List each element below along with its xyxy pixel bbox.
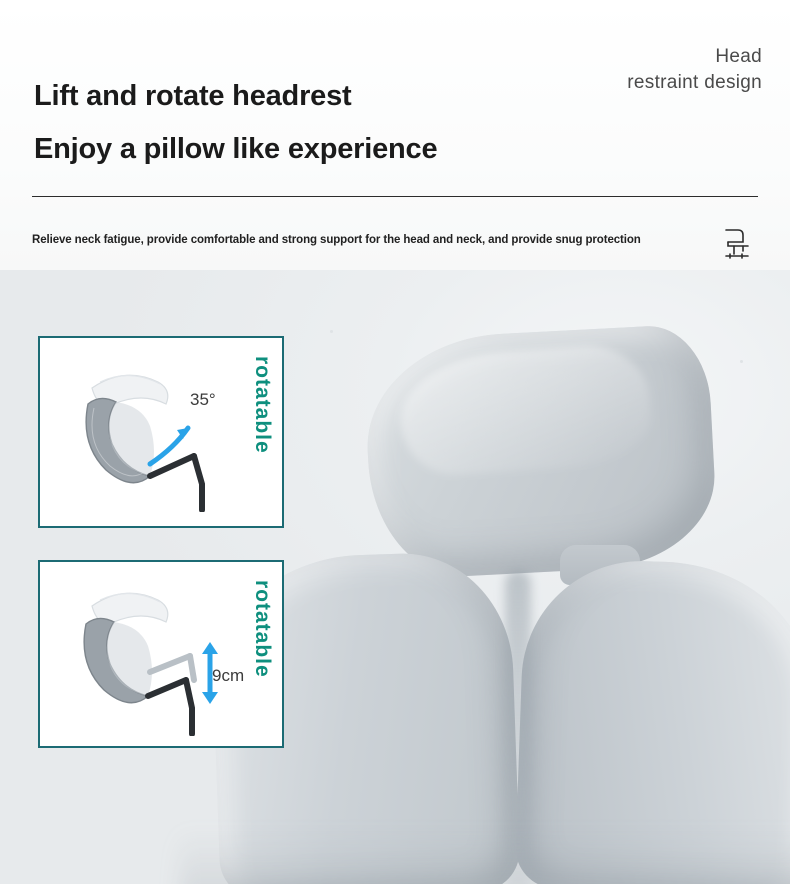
rotation-angle-value: 35° [190, 390, 216, 409]
photo-speckle [330, 330, 333, 333]
title-line-2: Enjoy a pillow like experience [34, 133, 438, 165]
divider [32, 196, 758, 197]
rotation-diagram [54, 352, 224, 512]
subtitle-text: Relieve neck fatigue, provide comfortable and strong support for the head and neck, and provide snug protection [32, 234, 641, 246]
callout-label-lift: rotatable [251, 580, 274, 678]
office-chair-icon [718, 224, 758, 264]
callout-card-lift [38, 560, 284, 748]
lift-distance-value: 9cm [212, 666, 245, 685]
lift-diagram [54, 576, 224, 736]
callout-card-rotatable [38, 336, 284, 528]
callout-label-rotatable: rotatable [251, 356, 274, 454]
page-title [34, 76, 437, 169]
corner-caption-line-2: restraint design [627, 72, 762, 93]
photo-speckle [740, 360, 743, 363]
title-line-1: Lift and rotate headrest [34, 80, 352, 112]
photo-bottom-shadow [180, 830, 790, 884]
corner-caption [627, 44, 762, 96]
header-section [0, 0, 790, 270]
corner-caption-line-1: Head [715, 46, 762, 67]
